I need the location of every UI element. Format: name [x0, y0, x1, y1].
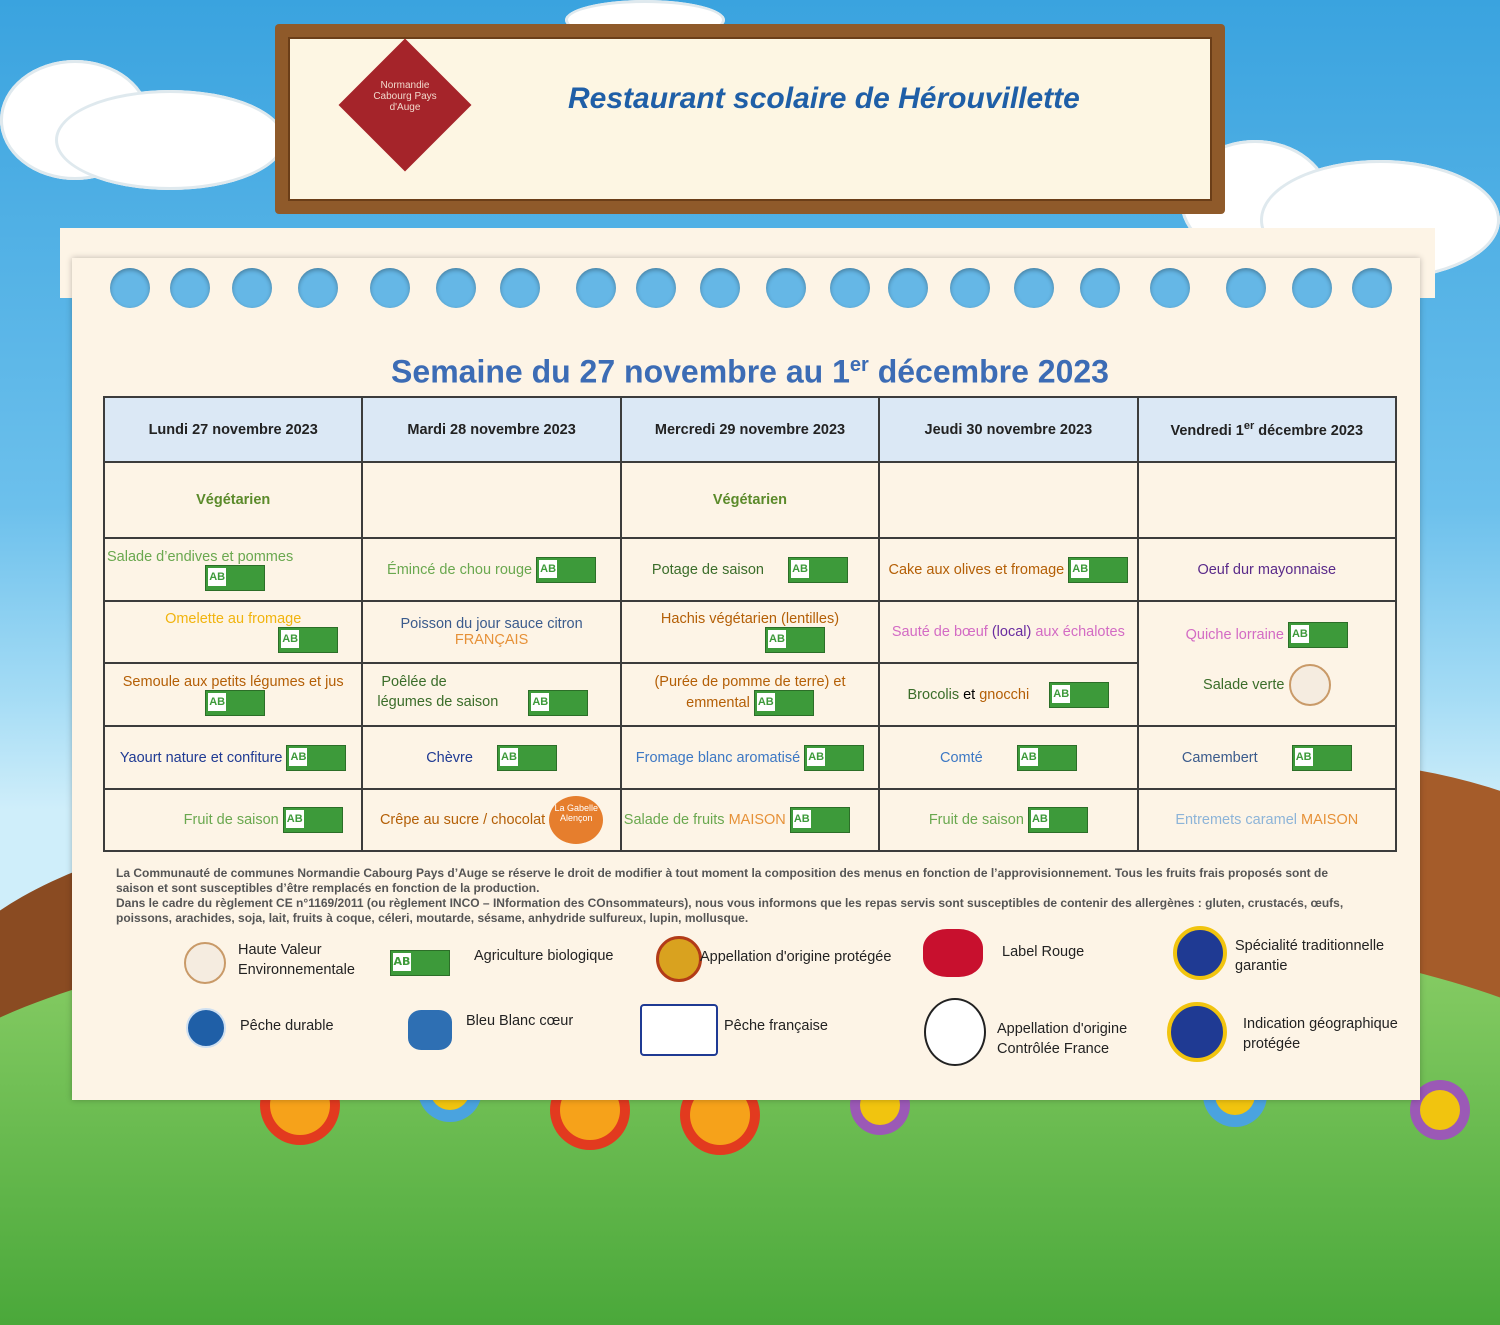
laitage-item: Comté [939, 749, 983, 766]
aoc-icon [924, 998, 986, 1066]
binder-hole [298, 268, 338, 308]
bio-icon: AB [286, 745, 346, 771]
bio-icon: AB [205, 690, 265, 716]
vegetarian-label [362, 462, 620, 538]
bio-icon: AB [790, 807, 850, 833]
dessert-cell [879, 789, 1137, 851]
peche-durable-icon [186, 1008, 226, 1048]
legend-igp: Indication géographique protégée [1243, 1016, 1398, 1052]
legend-stg: Spécialité traditionnelle garantie [1235, 938, 1385, 974]
accomp-and: et [959, 686, 980, 703]
laitage-item: Chèvre [426, 749, 473, 766]
aop-icon [656, 936, 702, 982]
bio-icon: AB [497, 745, 557, 771]
note-line: Dans le cadre du règlement CE n°1169/2011 (ou règlement INCO – INformation des COnsommateurs), nous vous informons que les repas servis sont susceptibles de contenir des allergènes : gluten, crustacés, œufs, poissons, arachides, soja, lait, fruits à coque, céleri, moutarde, sésame, anhydride sulfureux, lupin, mollusque. [116, 896, 1344, 925]
binder-hole [1080, 268, 1120, 308]
days-header-row [104, 397, 1396, 462]
accomp-item: Poêlée de [381, 673, 447, 690]
binder-hole [830, 268, 870, 308]
binder-hole [232, 268, 272, 308]
dessert-item: Entremets caramel [1175, 812, 1302, 828]
plat-suffix: aux échalotes [1031, 624, 1125, 640]
binder-hole [1292, 268, 1332, 308]
legend-label-rouge: Label Rouge [1002, 944, 1085, 960]
binder-hole [888, 268, 928, 308]
laitage-cell [1138, 726, 1396, 789]
accomp-cell [104, 663, 362, 726]
bio-icon: AB [1028, 807, 1088, 833]
bio-icon: AB [536, 557, 596, 583]
binder-hole [110, 268, 150, 308]
dessert-item: Fruit de saison [928, 811, 1024, 828]
accomp-gnocchi: gnocchi [979, 686, 1030, 703]
bio-icon: AB [1068, 557, 1128, 583]
entree-cell [621, 538, 879, 601]
entree-item: Cake aux olives et fromage [888, 561, 1065, 578]
dessert-cell [1138, 789, 1396, 851]
legend-bio: Agriculture biologique [474, 948, 614, 964]
cloud [55, 90, 285, 190]
dessert-item: Salade de fruits [623, 811, 729, 828]
plat-origin: FRANÇAIS [454, 632, 529, 648]
bio-icon: AB [278, 627, 338, 653]
entree-item: Oeuf dur mayonnaise [1197, 561, 1337, 578]
bio-icon: AB [1288, 622, 1348, 648]
dessert-row [104, 789, 1396, 851]
entree-cell [1138, 538, 1396, 601]
bio-icon: AB [1292, 745, 1352, 771]
laitage-cell [879, 726, 1137, 789]
menu-table [103, 396, 1397, 852]
entree-cell [879, 538, 1137, 601]
legend-hve: Haute Valeur Environnementale [238, 942, 355, 978]
binder-hole [766, 268, 806, 308]
binder-hole [1014, 268, 1054, 308]
accomp-cell [879, 663, 1137, 726]
day-header: Vendredi 1er décembre 2023 [1138, 397, 1396, 462]
legend-peche-francaise: Pêche française [724, 1018, 828, 1034]
plat-cell [621, 601, 879, 663]
accomp-item: Salade verte [1203, 676, 1285, 693]
bio-icon: AB [390, 950, 450, 976]
maison-label: MAISON [728, 811, 786, 828]
legend-aoc: Appellation d'origine Contrôlée France [997, 1021, 1128, 1057]
plat-cell [362, 601, 620, 663]
vegetarian-label [879, 462, 1137, 538]
bio-icon: AB [754, 690, 814, 716]
binder-hole [170, 268, 210, 308]
day-header: Mardi 28 novembre 2023 [362, 397, 620, 462]
plat-item: Sauté de bœuf [891, 624, 988, 640]
maison-label: MAISON [1301, 812, 1359, 828]
label-rouge-icon [923, 929, 983, 977]
binder-hole [950, 268, 990, 308]
vegetarian-label: Végétarien [104, 462, 362, 538]
laitage-item: Camembert [1181, 749, 1258, 766]
plat-row [104, 601, 1396, 663]
binder-hole [636, 268, 676, 308]
vegetarian-label: Végétarien [621, 462, 879, 538]
pavillon-france-icon [640, 1004, 718, 1056]
day-header: Mercredi 29 novembre 2023 [621, 397, 879, 462]
logo-text: Normandie Cabourg Pays d'Auge [373, 80, 437, 113]
laitage-row [104, 726, 1396, 789]
plat-cell [1138, 601, 1396, 726]
bleu-blanc-coeur-icon [408, 1010, 452, 1050]
day-header: Jeudi 30 novembre 2023 [879, 397, 1137, 462]
bio-icon: AB [788, 557, 848, 583]
day-header: Lundi 27 novembre 2023 [104, 397, 362, 462]
entree-item: Potage de saison [651, 561, 764, 578]
accomp-item: (Purée de pomme de terre) et emmental [654, 673, 846, 711]
binder-hole [500, 268, 540, 308]
igp-icon [1167, 1002, 1227, 1062]
plat-item: Omelette au fromage [165, 611, 302, 627]
dessert-cell [621, 789, 879, 851]
note-line: La Communauté de communes Normandie Cabourg Pays d’Auge se réserve le droit de modifier à tout moment la composition des menus en fonction de l’approvisionnement. Tous les fruits frais proposés sont de saison et sont susceptibles d’être remplacés en fonction de la production. [116, 866, 1328, 895]
gabelle-alencon-logo: La Gabelle Alençon [549, 796, 603, 844]
entree-item: Salade d’endives et pommes [107, 548, 294, 565]
hve-icon [1289, 664, 1331, 706]
week-heading: Semaine du 27 novembre au 1er décembre 2023 [103, 334, 1397, 396]
accomp-cell [362, 663, 620, 726]
binder-hole [370, 268, 410, 308]
plat-local: (local) [991, 624, 1032, 640]
vegetarian-label [1138, 462, 1396, 538]
plat-cell [879, 601, 1137, 663]
laitage-item: Fromage blanc aromatisé [635, 749, 801, 766]
vegetarian-row [104, 462, 1396, 538]
laitage-cell [362, 726, 620, 789]
dessert-cell [104, 789, 362, 851]
page-title: Restaurant scolaire de Hérouvillette [568, 82, 1080, 115]
accomp-item-line2: légumes de saison [377, 694, 499, 711]
bio-icon: AB [528, 690, 588, 716]
entree-cell [104, 538, 362, 601]
binder-hole [1226, 268, 1266, 308]
stg-icon [1173, 926, 1227, 980]
binder-hole [576, 268, 616, 308]
binder-hole [700, 268, 740, 308]
bio-icon: AB [804, 745, 864, 771]
bio-icon: AB [205, 565, 265, 591]
laitage-item: Yaourt nature et confiture [119, 749, 283, 766]
dessert-cell [362, 789, 620, 851]
plat-item: Poisson du jour sauce citron [400, 616, 583, 632]
entree-cell [362, 538, 620, 601]
dessert-item: Crêpe au sucre / chocolat [379, 811, 546, 828]
hve-icon [184, 942, 226, 984]
bio-icon: AB [1017, 745, 1077, 771]
accomp-cell [621, 663, 879, 726]
binder-hole [436, 268, 476, 308]
plat-cell [104, 601, 362, 663]
entree-row [104, 538, 1396, 601]
binder-hole [1150, 268, 1190, 308]
laitage-cell [621, 726, 879, 789]
plat-item: Quiche lorraine [1185, 626, 1284, 643]
legend-bleu-blanc-coeur: Bleu Blanc cœur [466, 1013, 574, 1029]
accomp-item: Semoule aux petits légumes et jus [122, 673, 344, 690]
laitage-cell [104, 726, 362, 789]
flower [1420, 1090, 1460, 1130]
bio-icon: AB [283, 807, 343, 833]
bio-icon: AB [765, 627, 825, 653]
footnotes [116, 866, 1366, 926]
legend-aop: Appellation d'origine protégée [700, 949, 892, 965]
dessert-item: Fruit de saison [183, 811, 279, 828]
bio-icon: AB [1049, 682, 1109, 708]
binder-hole [1352, 268, 1392, 308]
legend-peche-durable: Pêche durable [240, 1018, 334, 1034]
accomp-item: Brocolis [907, 686, 960, 703]
plat-item: Hachis végétarien (lentilles) [660, 611, 840, 627]
entree-item: Émincé de chou rouge [387, 561, 533, 578]
